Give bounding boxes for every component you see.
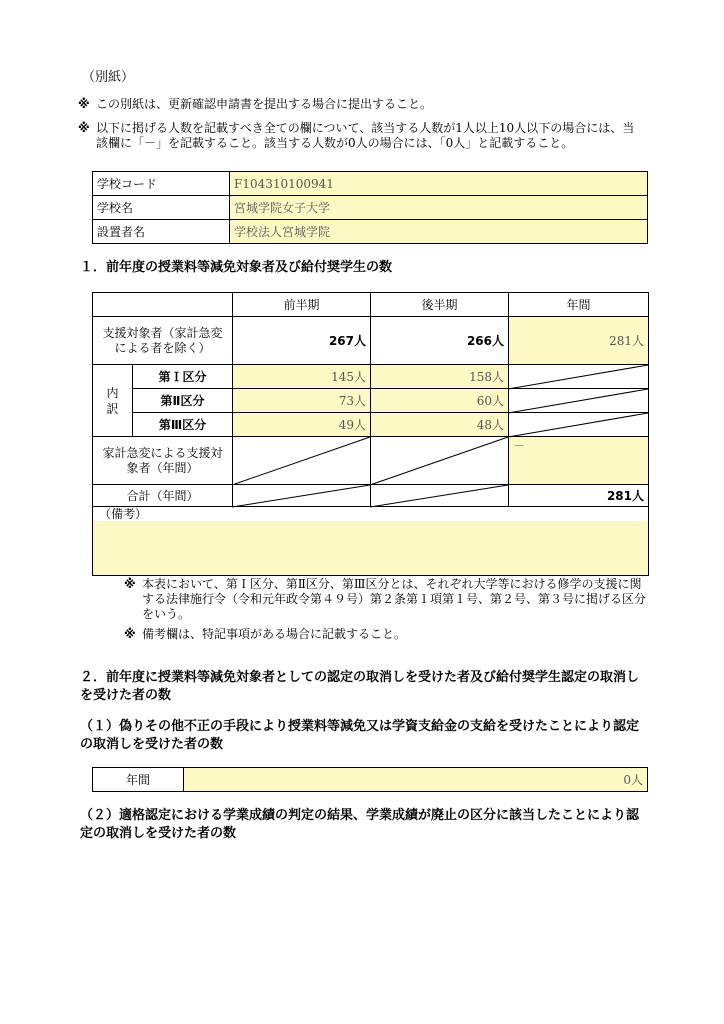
note-mark: ※ bbox=[78, 97, 90, 111]
note-mark: ※ bbox=[124, 627, 136, 641]
note-remarks: 備考欄は、特記事項がある場合に記載すること。 bbox=[142, 627, 407, 641]
category-1-first: 145人 bbox=[233, 365, 371, 389]
section2-sub2: （２）適格認定における学業成績の判定の結果、学業成績が廃止の区分に該当したことにより認定の取消しを受けた者の数 bbox=[80, 808, 640, 841]
section1-title: １．前年度の授業料等減免対象者及び給付奨学生の数 bbox=[80, 260, 393, 275]
sub1-year-value: 0人 bbox=[184, 768, 648, 792]
category-3-second: 48人 bbox=[371, 413, 509, 437]
diag-cat2-year bbox=[508, 389, 648, 413]
diag-total-first bbox=[232, 485, 370, 507]
total-label: 合計（年間） bbox=[93, 485, 233, 507]
diag-total-second bbox=[370, 485, 508, 507]
diag-cat3-year bbox=[508, 413, 648, 437]
support-second: 266人 bbox=[371, 317, 509, 365]
founder-label: 設置者名 bbox=[93, 220, 230, 244]
diag-cat1-year bbox=[508, 365, 648, 389]
sudden-year: － bbox=[509, 437, 649, 485]
school-code-label: 学校コード bbox=[93, 172, 230, 196]
note-categories: 本表において、第Ｉ区分、第Ⅱ区分、第Ⅲ区分とは、それぞれ大学等における修学の支援に関する法律施行令（令和元年政令第４９号）第２条第１項第１号、第２号、第３号に掲げる区分をいう。 bbox=[142, 577, 647, 621]
category-1-label: 第Ｉ区分 bbox=[133, 365, 233, 389]
school-name-value: 宮城学院女子大学 bbox=[230, 196, 648, 220]
section2-sub1: （１）偽りその他不正の手段により授業料等減免又は学資支給金の支給を受けたことにより認定の取消しを受けた者の数 bbox=[80, 719, 640, 752]
founder-value: 学校法人宮城学院 bbox=[230, 220, 648, 244]
note-counts: 以下に掲げる人数を記載すべき全ての欄について、該当する人数が1人以上10人以下の場合には、当該欄に「－」を記載すること。該当する人数が0人の場合には、「0人」と記載すること。 bbox=[96, 121, 635, 150]
breakdown-label: 内訳 bbox=[93, 365, 133, 437]
category-1-second: 158人 bbox=[371, 365, 509, 389]
note-mark: ※ bbox=[124, 577, 136, 591]
diag-sudden-second bbox=[370, 437, 508, 485]
school-name-label: 学校名 bbox=[93, 196, 230, 220]
note-submit: この別紙は、更新確認申請書を提出する場合に提出すること。 bbox=[96, 97, 433, 111]
category-2-first: 73人 bbox=[233, 389, 371, 413]
sudden-change-label: 家計急変による支援対象者（年間） bbox=[93, 437, 233, 485]
remarks-label: （備考） bbox=[99, 507, 148, 521]
section2-sub1-table bbox=[92, 767, 648, 792]
support-label: 支援対象者（家計急変による者を除く） bbox=[93, 317, 233, 365]
category-2-label: 第Ⅱ区分 bbox=[133, 389, 233, 413]
diag-sudden-first bbox=[232, 437, 370, 485]
school-code-value: F104310100941 bbox=[230, 172, 648, 196]
attachment-label: （別紙） bbox=[82, 70, 135, 85]
section2-title: ２．前年度に授業料等減免対象者としての認定の取消しを受けた者及び給付奨学生認定の取消しを受けた者の数 bbox=[80, 670, 640, 703]
col-first-half: 前半期 bbox=[233, 293, 371, 317]
col-second-half: 後半期 bbox=[371, 293, 509, 317]
category-2-second: 60人 bbox=[371, 389, 509, 413]
support-first: 267人 bbox=[233, 317, 371, 365]
note-mark: ※ bbox=[78, 121, 90, 135]
col-year: 年間 bbox=[509, 293, 649, 317]
total-year: 281人 bbox=[509, 485, 649, 507]
category-3-first: 49人 bbox=[233, 413, 371, 437]
category-3-label: 第Ⅲ区分 bbox=[133, 413, 233, 437]
sub1-year-label: 年間 bbox=[93, 768, 184, 792]
support-year: 281人 bbox=[509, 317, 649, 365]
